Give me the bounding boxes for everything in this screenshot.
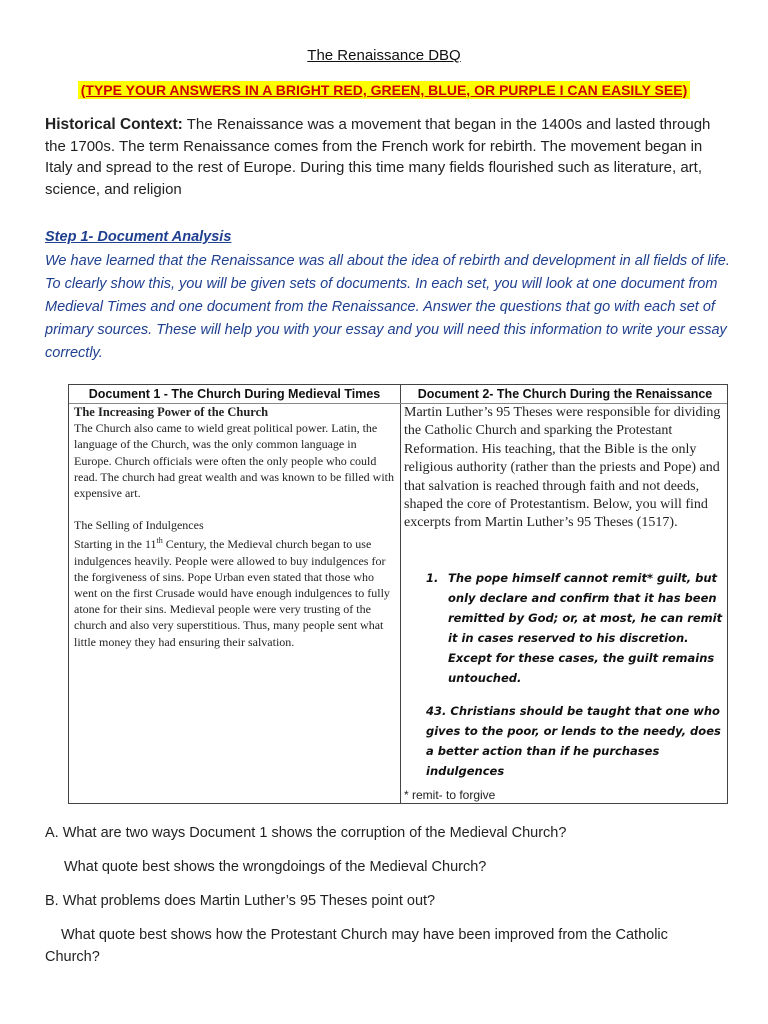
question-a: A. What are two ways Document 1 shows the corruption of the Medieval Church? xyxy=(45,825,567,841)
remit-footnote: * remit- to forgive xyxy=(404,788,496,802)
step1-heading: Step 1- Document Analysis xyxy=(45,229,232,245)
thesis-43-text xyxy=(426,701,726,781)
thesis-43-number: 43. xyxy=(426,704,447,718)
theses-excerpts xyxy=(426,568,726,781)
doc1-section2-text xyxy=(74,533,394,649)
historical-context-label: Historical Context: xyxy=(45,116,183,133)
column-divider xyxy=(400,385,401,803)
question-b: B. What problems does Martin Luther’s 95 Theses point out? xyxy=(45,893,436,909)
step1-instructions: We have learned that the Renaissance was all about the idea of rebirth and development in all fields of life. To clearly show this, you will be given sets of documents. In each set, you will look at one document from Medieval Times and one document from the Renaissance. Answer the questions that go with each set of primary sources. These will help you with your essay and you will need this information to write your essay correctly. xyxy=(45,253,730,361)
doc1-section2-text-start: Starting in the 11 xyxy=(74,537,157,552)
doc1-header: Document 1 - The Church During Medieval Times xyxy=(88,387,381,401)
thesis-1-text: The pope himself cannot remit* guilt, but only declare and confirm that it has been remitted by God; or, at most, he can remit it in cases reserved to his discretion. Except for these cases, the guilt remains untouched. xyxy=(448,571,723,685)
question-a-quote: What quote best shows the wrongdoings of the Medieval Church? xyxy=(64,859,487,875)
doc1-section1-title: The Increasing Power of the Church xyxy=(74,405,269,419)
doc2-header: Document 2- The Church During the Renaissance xyxy=(417,387,713,401)
question-b-quote: What quote best shows how the Protestant Church may have been improved from the Catholic Church? xyxy=(45,927,668,965)
thesis-1-number: 1. xyxy=(426,571,439,585)
doc1-section1-text: The Church also came to wield great political power. Latin, the language of the Church, was the only common language in Europe. Church officials were often the only people who could read. The church had great wealth and was known to be filled with expensive art. xyxy=(74,421,395,501)
historical-context-text: The Renaissance was a movement that began in the 1400s and lasted through the 1700s. The term Renaissance comes from the French work for rebirth. The movement began in Italy and spread to the rest of Europe. During this time many fields flourished such as literature, art, science, and religion xyxy=(45,116,711,198)
doc1-body xyxy=(74,404,394,650)
instruction-banner xyxy=(0,81,768,100)
doc1-section2-text-end: Century, the Medieval church began to use indulgences heavily. People were allowed to buy indulgences for the forgiveness of sins. Pope Urban even stated that those who went on the first Crusade would have enough indulgences to fully atone for their sins. Medieval people were very trusting of the church and also very superstitious. Thus, many people sent what little money they had ensuring their salvation. xyxy=(74,537,390,649)
thesis-43 xyxy=(426,701,726,781)
thesis-1 xyxy=(426,568,726,688)
page-title: The Renaissance DBQ xyxy=(307,47,461,64)
historical-context xyxy=(45,114,725,200)
thesis-43-body: Christians should be taught that one who gives to the poor, or lends to the needy, does a better action than if he purchases indulgences xyxy=(426,704,721,778)
doc2-intro: Martin Luther’s 95 Theses were responsible for dividing the Catholic Church and sparking the Protestant Reformation. His teaching, that the Bible is the only religious authority (rather than the priests and Pope) and that salvation is reached through faith and not deeds, shaped the core of Protestantism. Below, you will find excerpts from Martin Luther’s 95 Theses (1517). xyxy=(404,405,721,531)
doc1-section2-title: The Selling of Indulgences xyxy=(74,518,204,533)
doc1-superscript: th xyxy=(156,536,163,546)
answer-color-instruction: (TYPE YOUR ANSWERS IN A BRIGHT RED, GREEN, BLUE, OR PURPLE I CAN EASILY SEE) xyxy=(78,81,690,99)
